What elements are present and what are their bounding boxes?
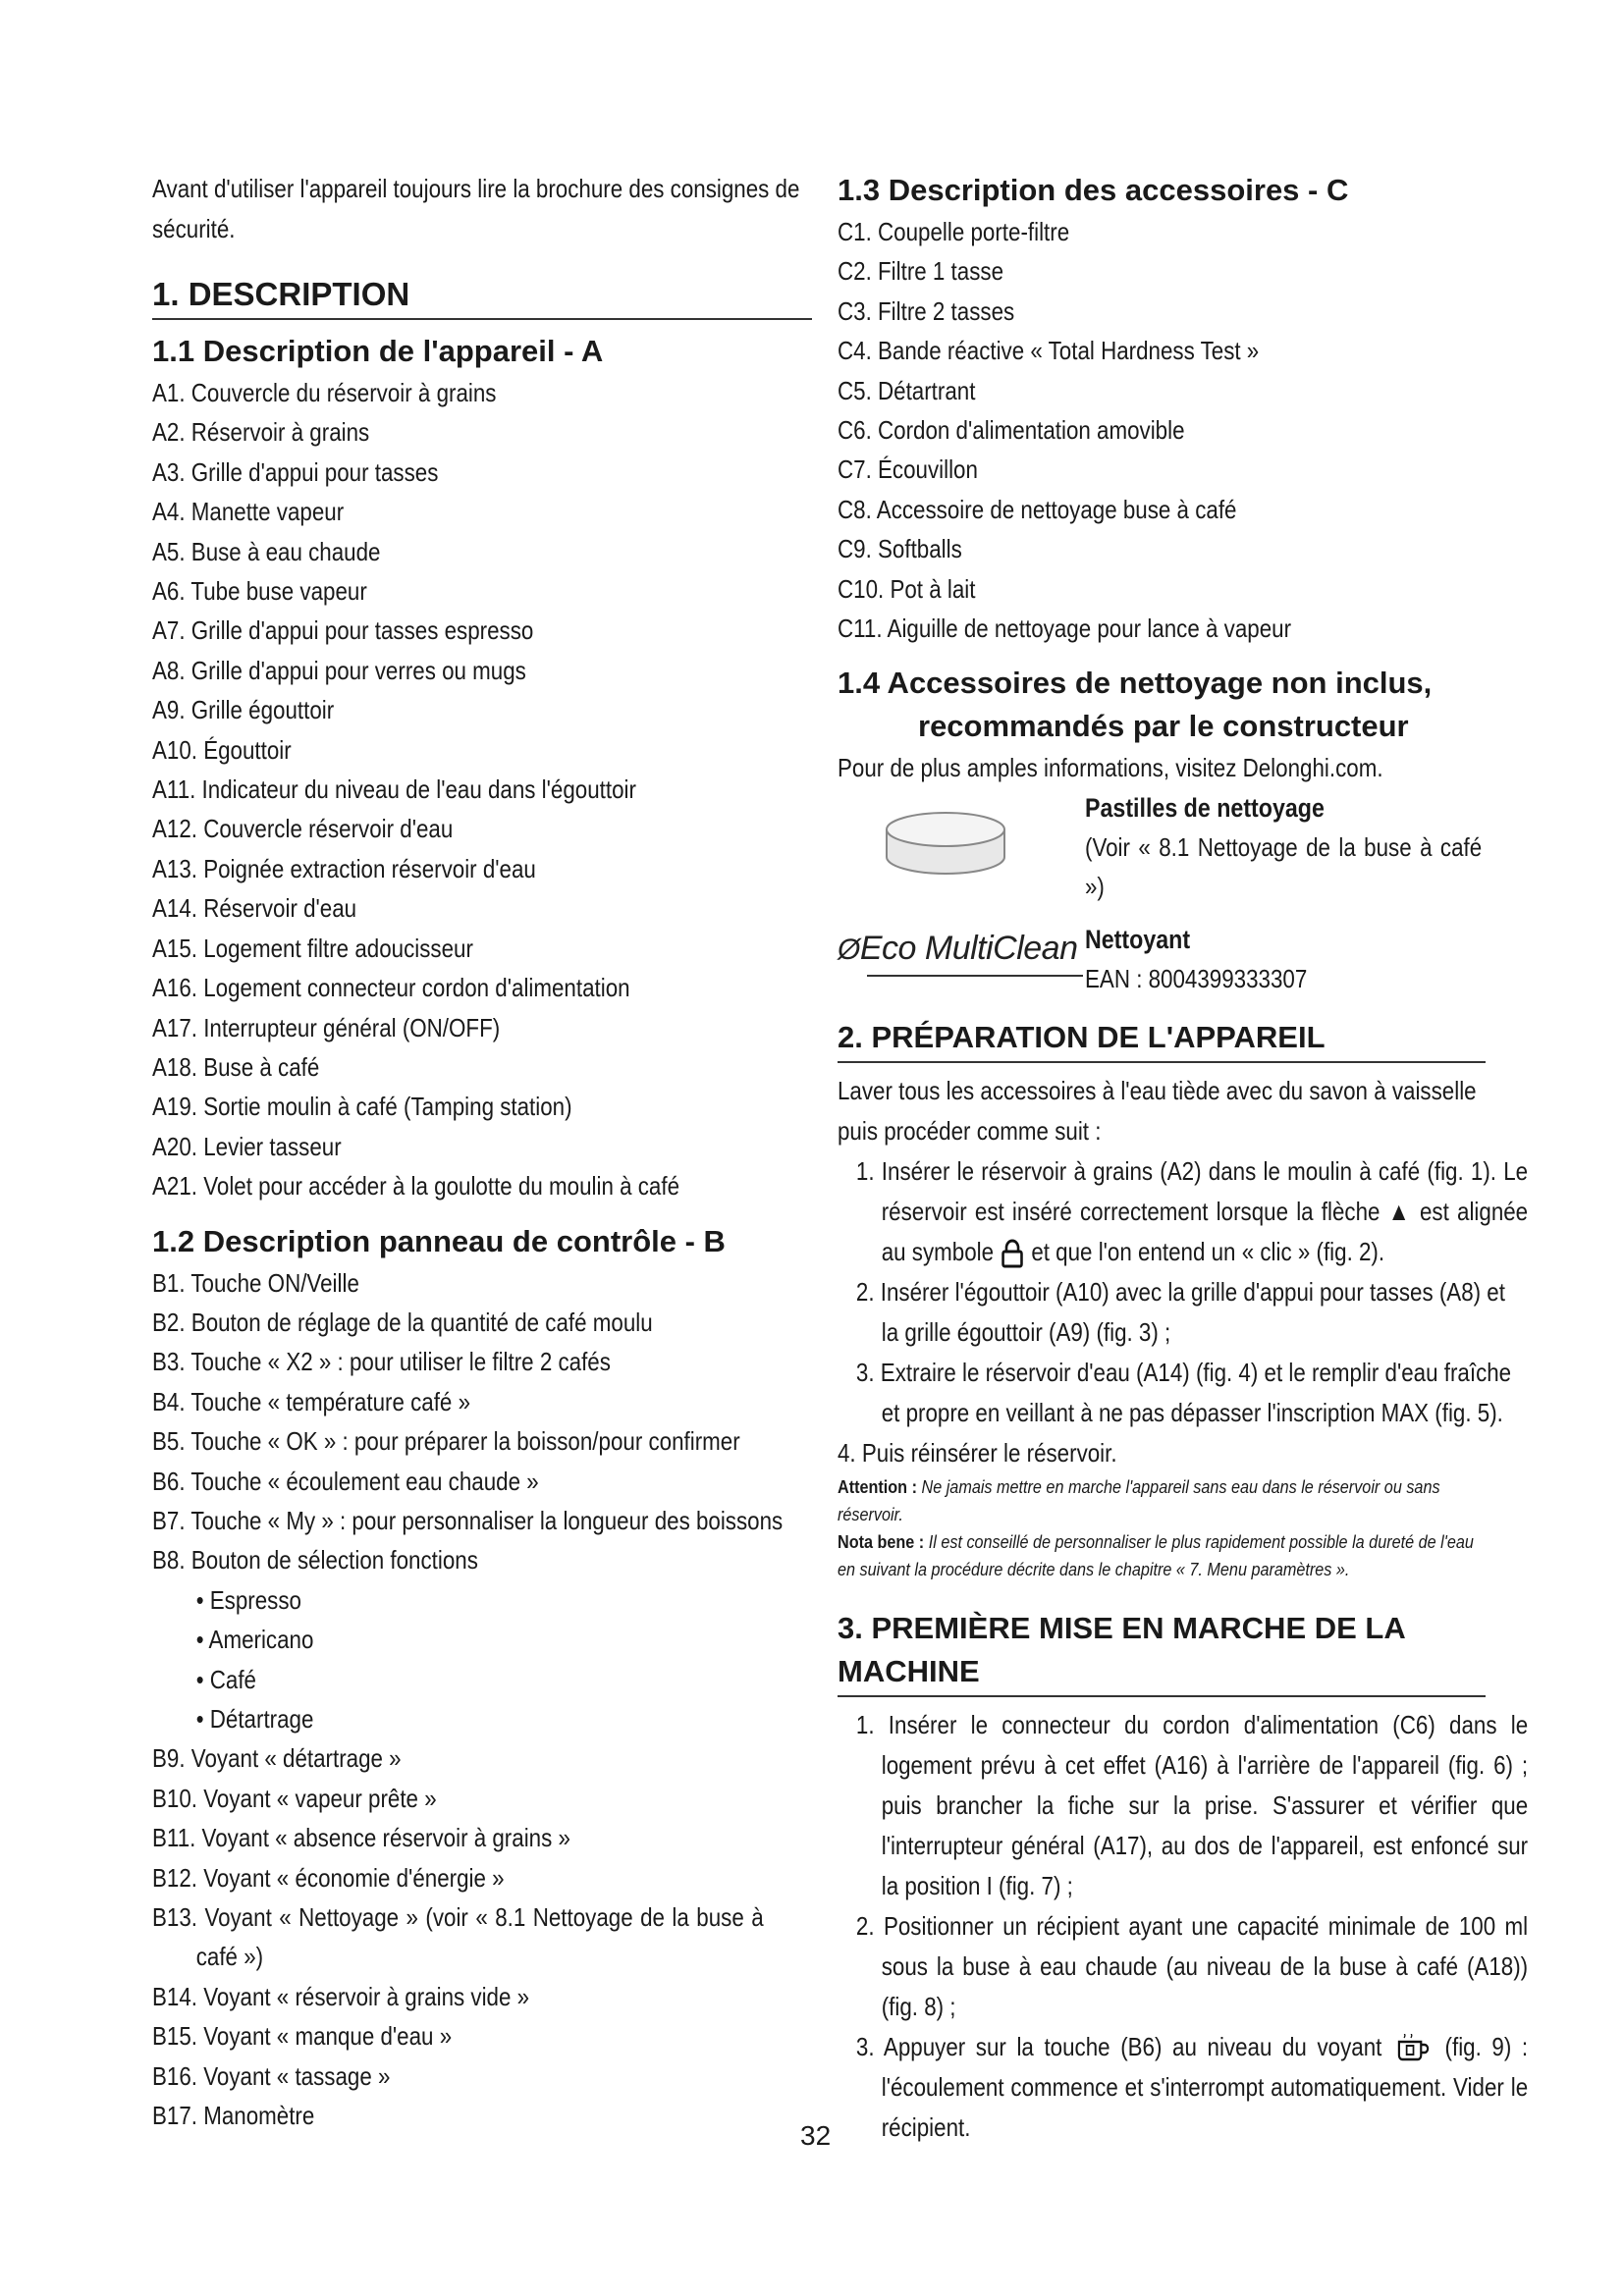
hot-water-cup-icon bbox=[1392, 2034, 1435, 2063]
section-1-1-title: 1.1 Description de l'appareil - A bbox=[152, 334, 604, 368]
list-item: A18. Buse à café bbox=[152, 1051, 320, 1082]
appliance-parts-list bbox=[152, 373, 812, 1206]
control-panel-list bbox=[152, 1263, 812, 2136]
list-item: A11. Indicateur du niveau de l'eau dans l'égouttoir bbox=[152, 774, 636, 805]
list-item: B4. Touche « température café » bbox=[152, 1386, 471, 1416]
bullet-item: • Espresso bbox=[195, 1584, 301, 1615]
s3-step-3 bbox=[838, 2027, 1528, 2148]
cleaner-title: Nettoyant bbox=[1085, 924, 1191, 954]
list-item: C4. Bande réactive « Total Hardness Test » bbox=[838, 336, 1260, 366]
list-item: A17. Interrupteur général (ON/OFF) bbox=[152, 1012, 501, 1042]
s3-step-3-part-a: 3. Appuyer sur la touche (B6) au niveau du voyant bbox=[855, 2031, 1382, 2061]
list-item: A7. Grille d'appui pour tasses espresso bbox=[152, 615, 534, 646]
list-item: C5. Détartrant bbox=[838, 375, 976, 405]
cleaning-tablet-icon bbox=[877, 802, 1014, 881]
step-3-text: 3. Extraire le réservoir d'eau (A14) (fig. 4) et le remplir d'eau fraîche et propre en veillant à ne pas dépasser l'inscription MAX (fig. 5). bbox=[855, 1357, 1512, 1427]
nota-bene-label: Nota bene : bbox=[838, 1531, 925, 1552]
eco-multiclean-logo bbox=[838, 930, 1078, 968]
step-1-part-c: et que l'on entend un « clic » (fig. 2). bbox=[1031, 1236, 1385, 1266]
list-item: A6. Tube buse vapeur bbox=[152, 576, 367, 607]
section-1-4-title-line1: 1.4 Accessoires de nettoyage non inclus, bbox=[838, 666, 1433, 701]
list-item: B2. Bouton de réglage de la quantité de café moulu bbox=[152, 1307, 653, 1337]
bullet-item: • Détartrage bbox=[195, 1704, 314, 1734]
list-item: C8. Accessoire de nettoyage buse à café bbox=[838, 494, 1237, 524]
list-item: B5. Touche « OK » : pour préparer la boisson/pour confirmer bbox=[152, 1426, 740, 1457]
list-item: C7. Écouvillon bbox=[838, 454, 978, 485]
list-item: A3. Grille d'appui pour tasses bbox=[152, 456, 439, 487]
list-item: A1. Couvercle du réservoir à grains bbox=[152, 378, 497, 407]
list-item: C3. Filtre 2 tasses bbox=[838, 295, 1015, 326]
section-1-4-title-line2: recommandés par le constructeur bbox=[918, 709, 1409, 744]
list-item: C10. Pot à lait bbox=[838, 573, 976, 604]
s3-step-3-part-b: (fig. 9) : l'écoulement commence et s'interrompt automatiquement. Vider le récipient. bbox=[881, 2031, 1529, 2142]
list-item: A13. Poignée extraction réservoir d'eau bbox=[152, 853, 536, 883]
list-item: B9. Voyant « détartrage » bbox=[152, 1743, 402, 1774]
list-item: B6. Touche « écoulement eau chaude » bbox=[152, 1466, 539, 1496]
list-item: B17. Manomètre bbox=[152, 2101, 315, 2131]
bullet-item: • Americano bbox=[195, 1625, 314, 1655]
list-item: B8. Bouton de sélection fonctions bbox=[152, 1545, 478, 1575]
list-item: A4. Manette vapeur bbox=[152, 497, 345, 527]
list-item: A16. Logement connecteur cordon d'alimentation bbox=[152, 973, 630, 1003]
eco-logo-text: Eco MultiClean bbox=[859, 929, 1078, 967]
list-item: A8. Grille d'appui pour verres ou mugs bbox=[152, 655, 526, 685]
attention-text: Ne jamais mettre en marche l'appareil sans eau dans le réservoir ou sans réservoir. bbox=[838, 1476, 1440, 1524]
list-item: B3. Touche « X2 » : pour utiliser le filtre 2 cafés bbox=[152, 1347, 611, 1377]
s3-step-2: 2. Positionner un récipient ayant une capacité minimale de 100 ml sous la buse à eau chaude (au niveau de la buse à café (A18)) (fig. 8) ; bbox=[855, 1910, 1529, 2021]
section-1-4-title bbox=[838, 662, 1486, 748]
list-item: A20. Levier tasseur bbox=[152, 1131, 342, 1161]
cleaner-text bbox=[1085, 920, 1474, 998]
list-item: A19. Sortie moulin à café (Tamping station) bbox=[152, 1092, 572, 1122]
attention-note bbox=[838, 1473, 1485, 1528]
section-1-2-title: 1.2 Description panneau de contrôle - B bbox=[152, 1223, 726, 1258]
list-item: B13. Voyant « Nettoyage » (voir « 8.1 Nettoyage de la buse à café ») bbox=[152, 1902, 764, 1972]
list-item: A21. Volet pour accéder à la goulotte du moulin à café bbox=[152, 1171, 680, 1201]
cleaning-tablets-row bbox=[838, 788, 1486, 918]
cleaning-tablets-title: Pastilles de nettoyage bbox=[1085, 792, 1325, 823]
section-2-title: 2. PRÉPARATION DE L'APPAREIL bbox=[838, 1016, 1486, 1063]
leaf-icon: Ø bbox=[838, 933, 860, 966]
right-column bbox=[838, 169, 1529, 2148]
logo-underline bbox=[867, 975, 1083, 977]
list-item: A10. Égouttoir bbox=[152, 734, 292, 765]
s3-step-1: 1. Insérer le connecteur du cordon d'alimentation (C6) dans le logement prévu à cet effet (A16) à l'arrière de l'appareil (fig. 6) ; puis brancher la fiche sur la prise. S'assurer et vérifier que l'interrupteur général (A17), au dos de l'appareil, est enfoncé sur la position I (fig. 7) ; bbox=[855, 1709, 1529, 1900]
list-item: A15. Logement filtre adoucisseur bbox=[152, 933, 473, 963]
list-item: C6. Cordon d'alimentation amovible bbox=[838, 415, 1185, 446]
list-item: B1. Touche ON/Veille bbox=[152, 1267, 359, 1298]
step-1-part-a: 1. Insérer le réservoir à grains (A2) dans le moulin à café (fig. 1). Le réservoir est inséré correctement lorsque la flèche bbox=[855, 1155, 1529, 1226]
nota-bene-note bbox=[838, 1528, 1485, 1583]
cleaner-row bbox=[838, 918, 1486, 1000]
cleaning-tablets-text bbox=[1085, 788, 1482, 906]
accessories-list bbox=[838, 212, 1486, 648]
list-item: B15. Voyant « manque d'eau » bbox=[152, 2021, 453, 2052]
page-number: 32 bbox=[800, 2120, 832, 2151]
info-text: Pour de plus amples informations, visitez Delonghi.com. bbox=[838, 753, 1383, 783]
nota-bene-text: Il est conseillé de personnaliser le plus rapidement possible la dureté de l'eau en suivant la procédure décrite dans le chapitre « 7. Menu paramètres ». bbox=[838, 1531, 1474, 1579]
list-item: B10. Voyant « vapeur prête » bbox=[152, 1783, 437, 1813]
step-1-text bbox=[838, 1151, 1528, 1272]
list-item: B16. Voyant « tassage » bbox=[152, 2060, 391, 2091]
bullet-item: • Café bbox=[195, 1664, 256, 1694]
section-1-3-title: 1.3 Description des accessoires - C bbox=[838, 173, 1349, 207]
list-item: A2. Réservoir à grains bbox=[152, 417, 370, 448]
section-3-title: 3. PREMIÈRE MISE EN MARCHE DE LA MACHINE bbox=[838, 1607, 1486, 1697]
list-item: C9. Softballs bbox=[838, 534, 962, 564]
intro-text: Avant d'utiliser l'appareil toujours lire la brochure des consignes de sécurité. bbox=[152, 174, 800, 243]
list-item: C2. Filtre 1 tasse bbox=[838, 256, 1004, 287]
list-item: A12. Couvercle réservoir d'eau bbox=[152, 814, 454, 844]
list-item: C1. Coupelle porte-filtre bbox=[838, 217, 1070, 246]
step-4-text: 4. Puis réinsérer le réservoir. bbox=[838, 1437, 1117, 1468]
cleaner-ean: EAN : 8004399333307 bbox=[1085, 963, 1308, 993]
attention-label: Attention : bbox=[838, 1476, 917, 1497]
section-2-intro: Laver tous les accessoires à l'eau tiède avec du savon à vaisselle puis procéder comme suit : bbox=[838, 1075, 1477, 1146]
list-item: A5. Buse à eau chaude bbox=[152, 536, 381, 566]
left-column bbox=[152, 169, 812, 2135]
list-item: A14. Réservoir d'eau bbox=[152, 893, 357, 924]
step-1-part-b: ▲ est alignée au symbole bbox=[881, 1196, 1529, 1266]
step-2-text: 2. Insérer l'égouttoir (A10) avec la grille d'appui pour tasses (A8) et la grille égouttoir (A9) (fig. 3) ; bbox=[855, 1276, 1505, 1347]
list-item: B12. Voyant « économie d'énergie » bbox=[152, 1862, 505, 1893]
section-1-title: 1. DESCRIPTION bbox=[152, 273, 812, 320]
list-item: B11. Voyant « absence réservoir à grains » bbox=[152, 1823, 570, 1853]
cleaning-tablets-ref: (Voir « 8.1 Nettoyage de la buse à café ») bbox=[1085, 831, 1483, 901]
list-item: B14. Voyant « réservoir à grains vide » bbox=[152, 1981, 530, 2011]
list-item: A9. Grille égouttoir bbox=[152, 695, 335, 725]
list-item: B7. Touche « My » : pour personnaliser la longueur des boissons bbox=[152, 1505, 784, 1535]
lock-icon bbox=[1000, 1239, 1025, 1268]
list-item: C11. Aiguille de nettoyage pour lance à vapeur bbox=[838, 614, 1292, 644]
